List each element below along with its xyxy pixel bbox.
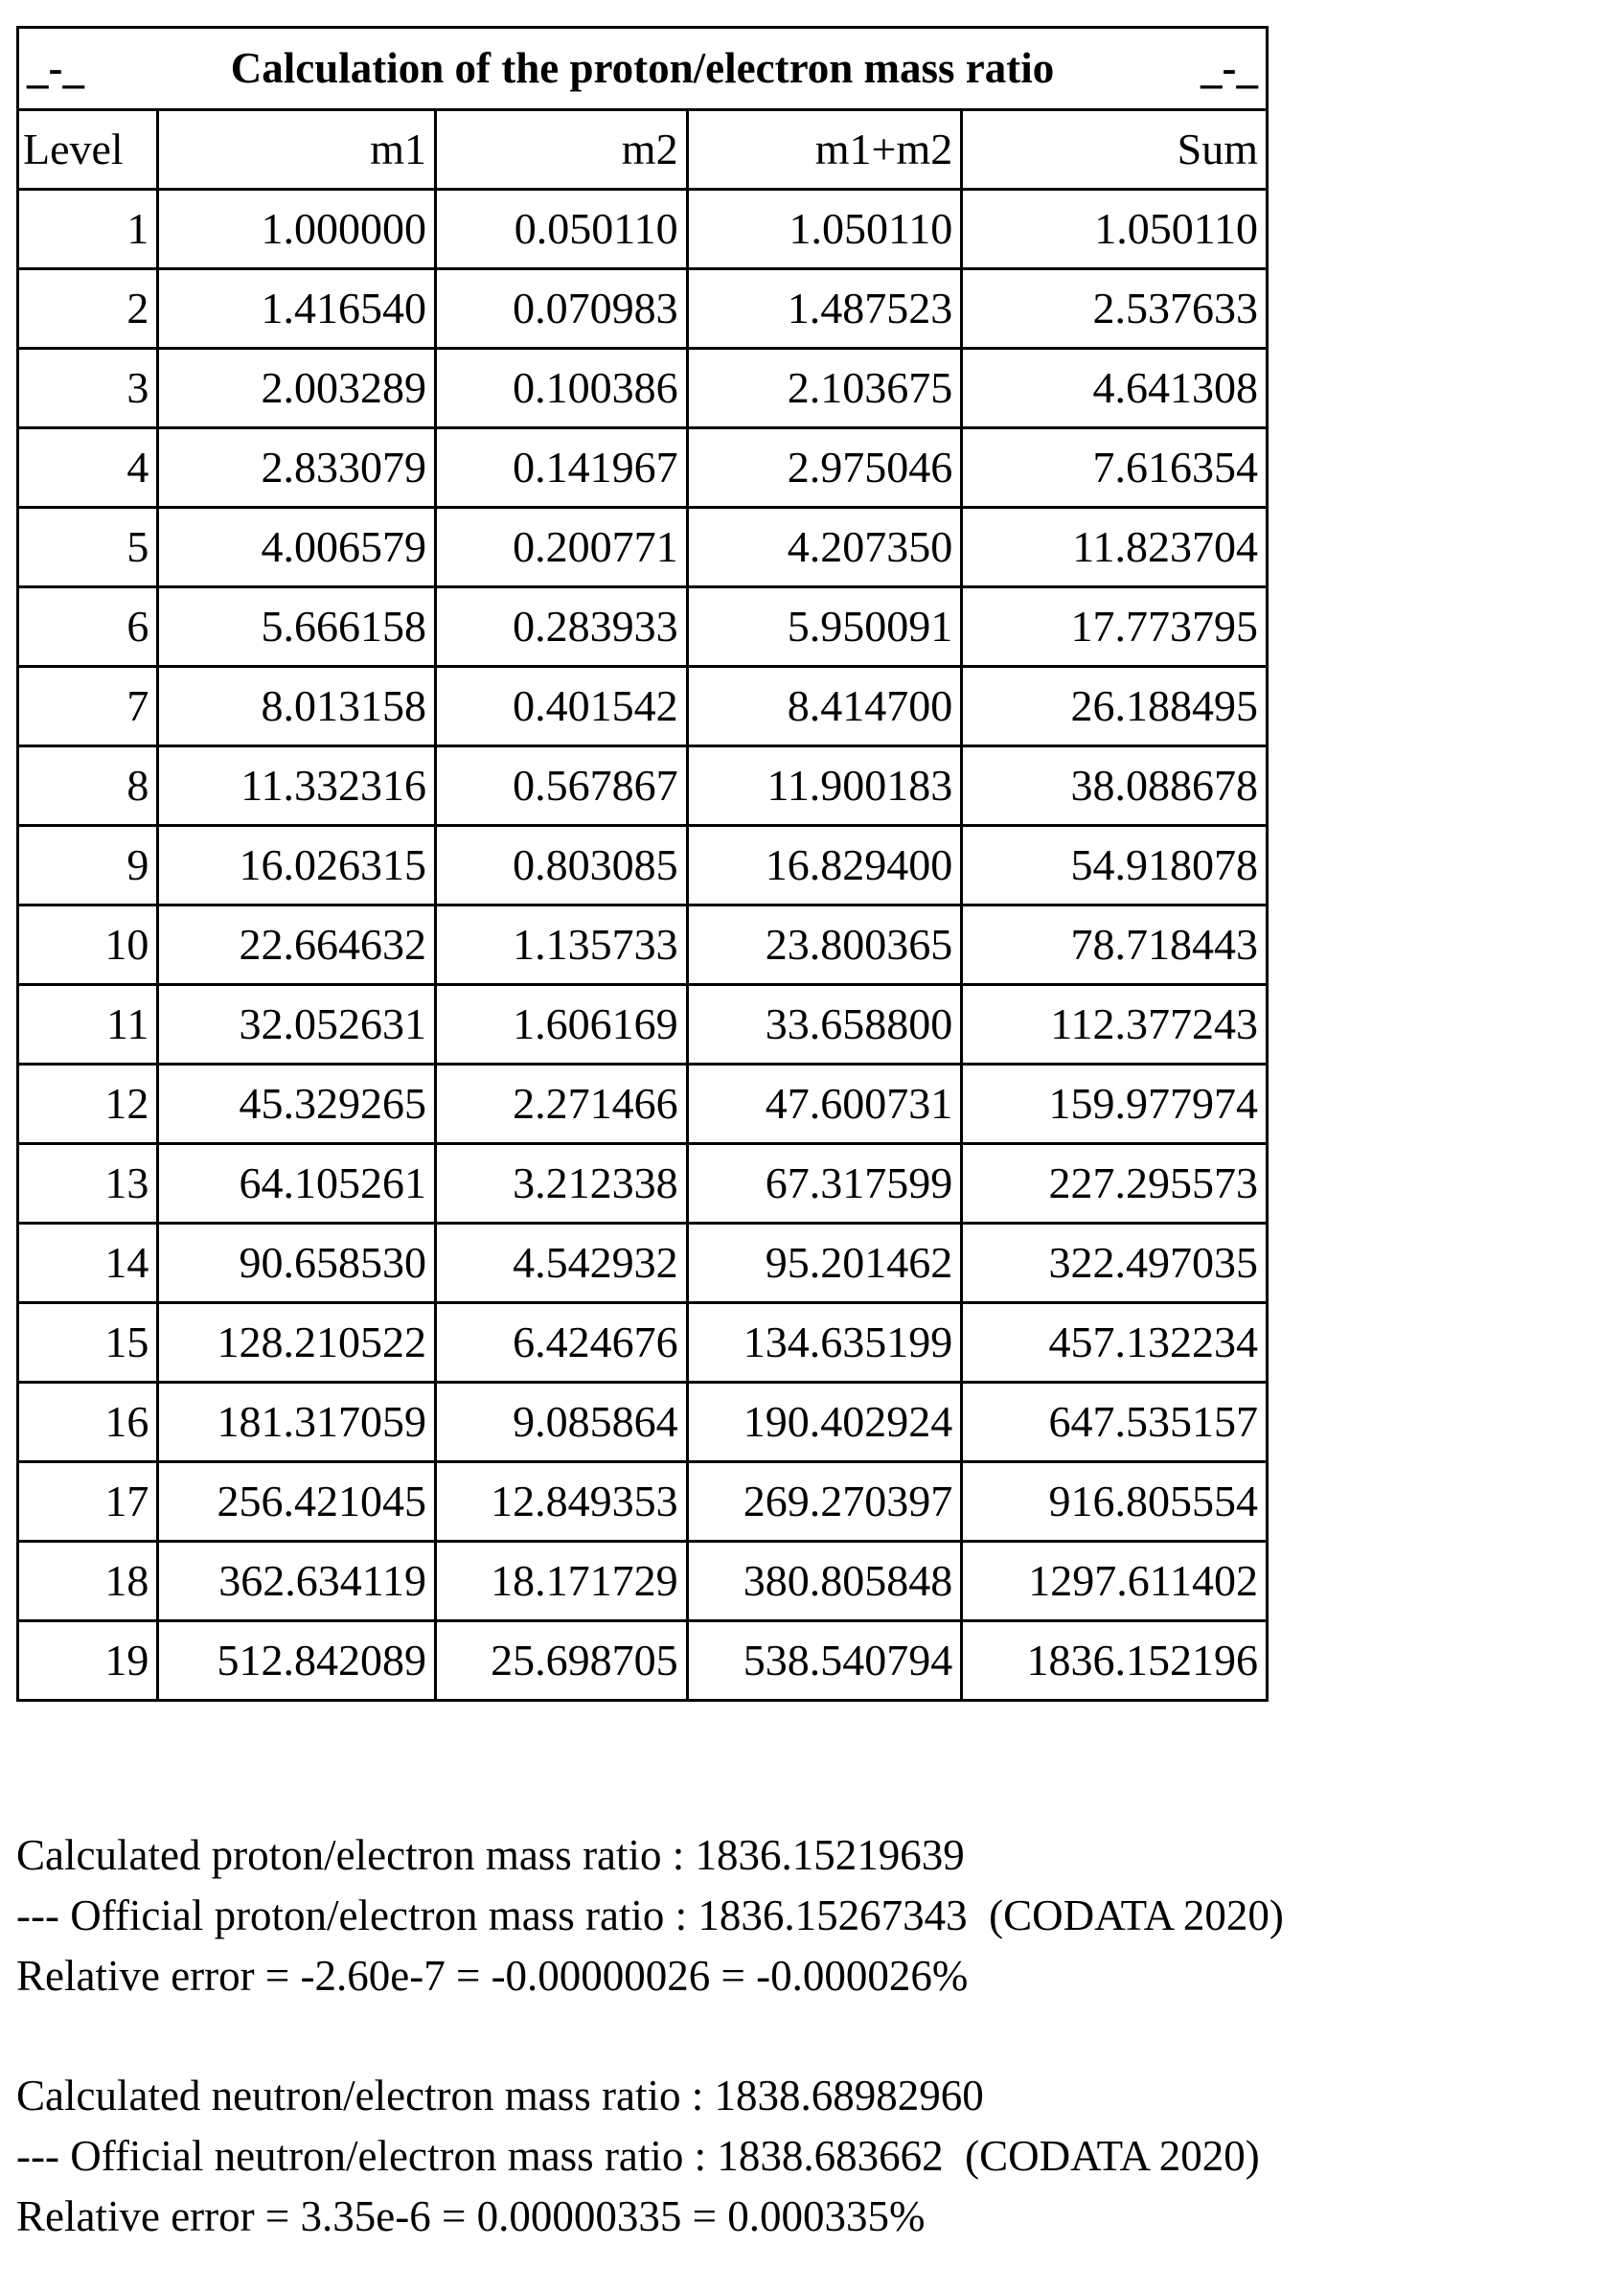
table-row [18, 190, 1268, 269]
cell-level: 9 [18, 826, 158, 905]
cell-m1: 11.332316 [158, 746, 436, 826]
cell-level: 2 [18, 269, 158, 349]
cell-level: 7 [18, 667, 158, 746]
cell-m1: 64.105261 [158, 1144, 436, 1224]
title-text: Calculation of the proton/electron mass ratio [230, 44, 1055, 92]
cell-level: 19 [18, 1621, 158, 1701]
cell-level: 12 [18, 1065, 158, 1144]
cell-m2: 12.849353 [435, 1462, 687, 1542]
cell-m1: 32.052631 [158, 985, 436, 1065]
cell-level: 16 [18, 1383, 158, 1462]
header-sum: Sum [962, 110, 1268, 190]
cell-m1-plus-m2: 1.487523 [687, 269, 962, 349]
cell-level: 17 [18, 1462, 158, 1542]
cell-sum: 1297.611402 [962, 1542, 1268, 1621]
table-row [18, 508, 1268, 587]
cell-m1-plus-m2: 4.207350 [687, 508, 962, 587]
cell-m2: 18.171729 [435, 1542, 687, 1621]
cell-level: 5 [18, 508, 158, 587]
header-m1: m1 [158, 110, 436, 190]
cell-sum: 7.616354 [962, 428, 1268, 508]
cell-m2: 4.542932 [435, 1224, 687, 1303]
neutron-error: Relative error = 3.35e-6 = 0.00000335 = 0.000335% [16, 2192, 926, 2240]
cell-m2: 9.085864 [435, 1383, 687, 1462]
cell-m2: 2.271466 [435, 1065, 687, 1144]
table-row [18, 746, 1268, 826]
cell-m1: 8.013158 [158, 667, 436, 746]
header-level: Level [18, 110, 158, 190]
cell-sum: 11.823704 [962, 508, 1268, 587]
cell-m2: 0.141967 [435, 428, 687, 508]
table-row [18, 1383, 1268, 1462]
cell-level: 13 [18, 1144, 158, 1224]
cell-sum: 38.088678 [962, 746, 1268, 826]
cell-m1: 90.658530 [158, 1224, 436, 1303]
cell-sum: 2.537633 [962, 269, 1268, 349]
cell-sum: 1836.152196 [962, 1621, 1268, 1701]
cell-m1-plus-m2: 269.270397 [687, 1462, 962, 1542]
cell-level: 11 [18, 985, 158, 1065]
table-title [18, 28, 1268, 110]
cell-sum: 54.918078 [962, 826, 1268, 905]
cell-m1-plus-m2: 380.805848 [687, 1542, 962, 1621]
title-decor-right: _-_ [1200, 44, 1258, 92]
cell-sum: 4.641308 [962, 349, 1268, 428]
cell-sum: 916.805554 [962, 1462, 1268, 1542]
cell-sum: 322.497035 [962, 1224, 1268, 1303]
cell-m1-plus-m2: 33.658800 [687, 985, 962, 1065]
cell-m1: 128.210522 [158, 1303, 436, 1383]
cell-m1: 5.666158 [158, 587, 436, 667]
table-row [18, 349, 1268, 428]
cell-m1-plus-m2: 11.900183 [687, 746, 962, 826]
cell-sum: 112.377243 [962, 985, 1268, 1065]
cell-sum: 227.295573 [962, 1144, 1268, 1224]
table-row [18, 1065, 1268, 1144]
neutron-calculated: Calculated neutron/electron mass ratio : 1838.68982960 [16, 2072, 984, 2120]
cell-level: 18 [18, 1542, 158, 1621]
table-row [18, 269, 1268, 349]
cell-m1: 4.006579 [158, 508, 436, 587]
results-section [16, 1825, 1284, 2247]
cell-m1: 181.317059 [158, 1383, 436, 1462]
table-row [18, 1224, 1268, 1303]
cell-m1: 2.833079 [158, 428, 436, 508]
cell-m2: 6.424676 [435, 1303, 687, 1383]
table-row [18, 587, 1268, 667]
cell-m2: 0.050110 [435, 190, 687, 269]
neutron-official: --- Official neutron/electron mass ratio : 1838.683662 (CODATA 2020) [16, 2132, 1260, 2180]
mass-ratio-table [16, 26, 1269, 1702]
proton-official: --- Official proton/electron mass ratio : 1836.15267343 (CODATA 2020) [16, 1891, 1284, 1939]
cell-sum: 159.977974 [962, 1065, 1268, 1144]
cell-m2: 0.070983 [435, 269, 687, 349]
cell-m2: 3.212338 [435, 1144, 687, 1224]
table-row [18, 1303, 1268, 1383]
cell-sum: 17.773795 [962, 587, 1268, 667]
table-header-row [18, 110, 1268, 190]
cell-level: 4 [18, 428, 158, 508]
cell-m2: 0.567867 [435, 746, 687, 826]
cell-m1-plus-m2: 47.600731 [687, 1065, 962, 1144]
cell-m1-plus-m2: 23.800365 [687, 905, 962, 985]
cell-m1-plus-m2: 190.402924 [687, 1383, 962, 1462]
table-row [18, 1462, 1268, 1542]
table-row [18, 428, 1268, 508]
cell-m1-plus-m2: 1.050110 [687, 190, 962, 269]
table-row [18, 1621, 1268, 1701]
cell-sum: 78.718443 [962, 905, 1268, 985]
cell-m2: 1.135733 [435, 905, 687, 985]
cell-m1-plus-m2: 8.414700 [687, 667, 962, 746]
cell-m1: 22.664632 [158, 905, 436, 985]
cell-m2: 0.283933 [435, 587, 687, 667]
cell-level: 6 [18, 587, 158, 667]
cell-sum: 1.050110 [962, 190, 1268, 269]
table-title-row [18, 28, 1268, 110]
table-row [18, 905, 1268, 985]
header-m2: m2 [435, 110, 687, 190]
cell-level: 1 [18, 190, 158, 269]
cell-level: 15 [18, 1303, 158, 1383]
table-row [18, 1144, 1268, 1224]
cell-level: 14 [18, 1224, 158, 1303]
cell-m1-plus-m2: 2.103675 [687, 349, 962, 428]
cell-m1-plus-m2: 16.829400 [687, 826, 962, 905]
cell-m1: 16.026315 [158, 826, 436, 905]
cell-m2: 25.698705 [435, 1621, 687, 1701]
cell-m1-plus-m2: 134.635199 [687, 1303, 962, 1383]
cell-m1: 45.329265 [158, 1065, 436, 1144]
cell-m1-plus-m2: 538.540794 [687, 1621, 962, 1701]
cell-m2: 0.401542 [435, 667, 687, 746]
cell-m1-plus-m2: 67.317599 [687, 1144, 962, 1224]
cell-level: 8 [18, 746, 158, 826]
cell-m2: 0.803085 [435, 826, 687, 905]
proton-error: Relative error = -2.60e-7 = -0.00000026 = -0.000026% [16, 1952, 969, 2000]
table-row [18, 1542, 1268, 1621]
table-body [18, 190, 1268, 1701]
cell-m2: 0.200771 [435, 508, 687, 587]
header-m1-plus-m2: m1+m2 [687, 110, 962, 190]
cell-sum: 26.188495 [962, 667, 1268, 746]
table-row [18, 667, 1268, 746]
cell-m1: 2.003289 [158, 349, 436, 428]
cell-m1-plus-m2: 5.950091 [687, 587, 962, 667]
cell-m1: 1.000000 [158, 190, 436, 269]
cell-sum: 647.535157 [962, 1383, 1268, 1462]
cell-level: 10 [18, 905, 158, 985]
cell-m1: 1.416540 [158, 269, 436, 349]
cell-level: 3 [18, 349, 158, 428]
cell-m2: 1.606169 [435, 985, 687, 1065]
cell-m1: 512.842089 [158, 1621, 436, 1701]
cell-m1-plus-m2: 2.975046 [687, 428, 962, 508]
proton-calculated: Calculated proton/electron mass ratio : 1836.15219639 [16, 1831, 965, 1879]
cell-m1: 256.421045 [158, 1462, 436, 1542]
cell-m2: 0.100386 [435, 349, 687, 428]
cell-sum: 457.132234 [962, 1303, 1268, 1383]
title-decor-left: _-_ [27, 44, 84, 92]
table-row [18, 826, 1268, 905]
table-row [18, 985, 1268, 1065]
cell-m1-plus-m2: 95.201462 [687, 1224, 962, 1303]
cell-m1: 362.634119 [158, 1542, 436, 1621]
